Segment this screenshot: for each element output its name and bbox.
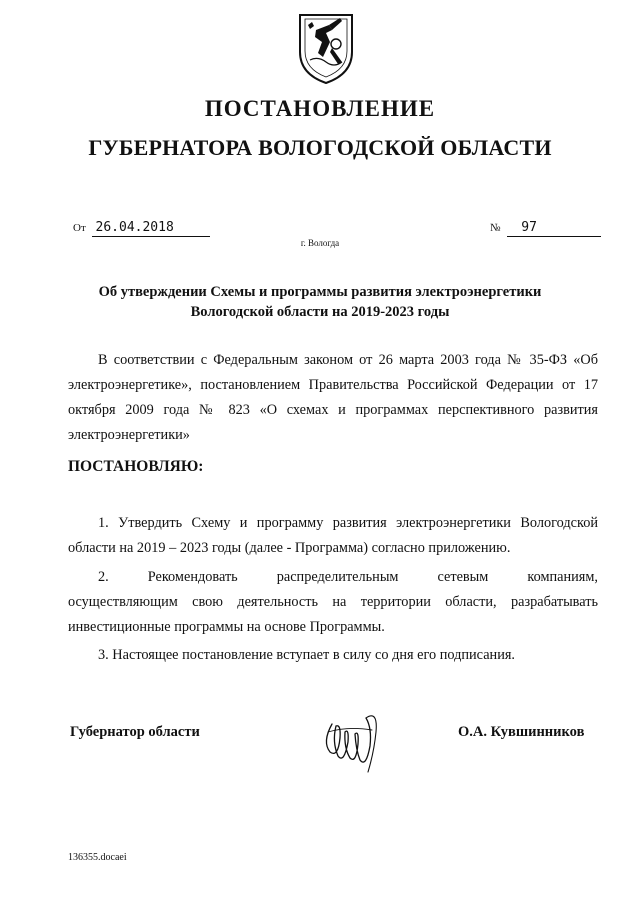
coat-of-arms-emblem [296, 12, 356, 86]
document-city: г. Вологда [300, 238, 340, 248]
document-authority: ГУБЕРНАТОРА ВОЛОГОДСКОЙ ОБЛАСТИ [88, 135, 552, 160]
resolution-item-1 [68, 511, 598, 561]
signatory-name: О.А. Кувшинников [458, 724, 585, 740]
signatory-position: Губернатор области [70, 724, 200, 740]
document-number: 97 [507, 220, 601, 237]
number-prefix: № [490, 222, 501, 234]
preamble-line-1: В соответствии с Федеральным законом от 26 марта 2003 года № 35-ФЗ «Об [98, 352, 598, 368]
resolution-item-2 [68, 565, 598, 640]
document-date: 26.04.2018 [92, 220, 210, 237]
item-2-rest: осуществляющим свою деятельность на территории области, разрабатывать инвестиционные программы на основе Программы. [68, 594, 598, 635]
subject-line-1: Об утверждении Схемы и программы развития электроэнергетики [98, 284, 542, 300]
file-reference: 136355.docaei [68, 852, 127, 863]
resolution-item-3 [68, 643, 598, 668]
document-title: ПОСТАНОВЛЕНИЕ [204, 96, 436, 121]
preamble-paragraph [68, 348, 598, 448]
item-1-line-1: 1. Утвердить Схему и программу развития электроэнергетики Вологодской [98, 515, 598, 531]
preamble-rest: электроэнергетике», постановлением Правительства Российской Федерации от 17 октября 2009 года № 823 «О схемах и программах перспективного развития электроэнергетики» [68, 377, 598, 443]
handwritten-signature-icon [318, 702, 384, 774]
item-2-line-1: 2. Рекомендовать распределительным сетевым компаниям, [98, 569, 598, 585]
document-subject [60, 282, 580, 322]
item-3-line-1: 3. Настоящее постановление вступает в силу со дня его подписания. [98, 647, 515, 663]
item-1-rest: области на 2019 – 2023 годы (далее - Программа) согласно приложению. [68, 540, 511, 556]
date-prefix: От [73, 222, 86, 234]
date-line [73, 220, 210, 237]
resolve-heading: ПОСТАНОВЛЯЮ: [68, 458, 204, 475]
number-line [490, 220, 601, 237]
subject-line-2: Вологодской области на 2019-2023 годы [190, 304, 450, 320]
